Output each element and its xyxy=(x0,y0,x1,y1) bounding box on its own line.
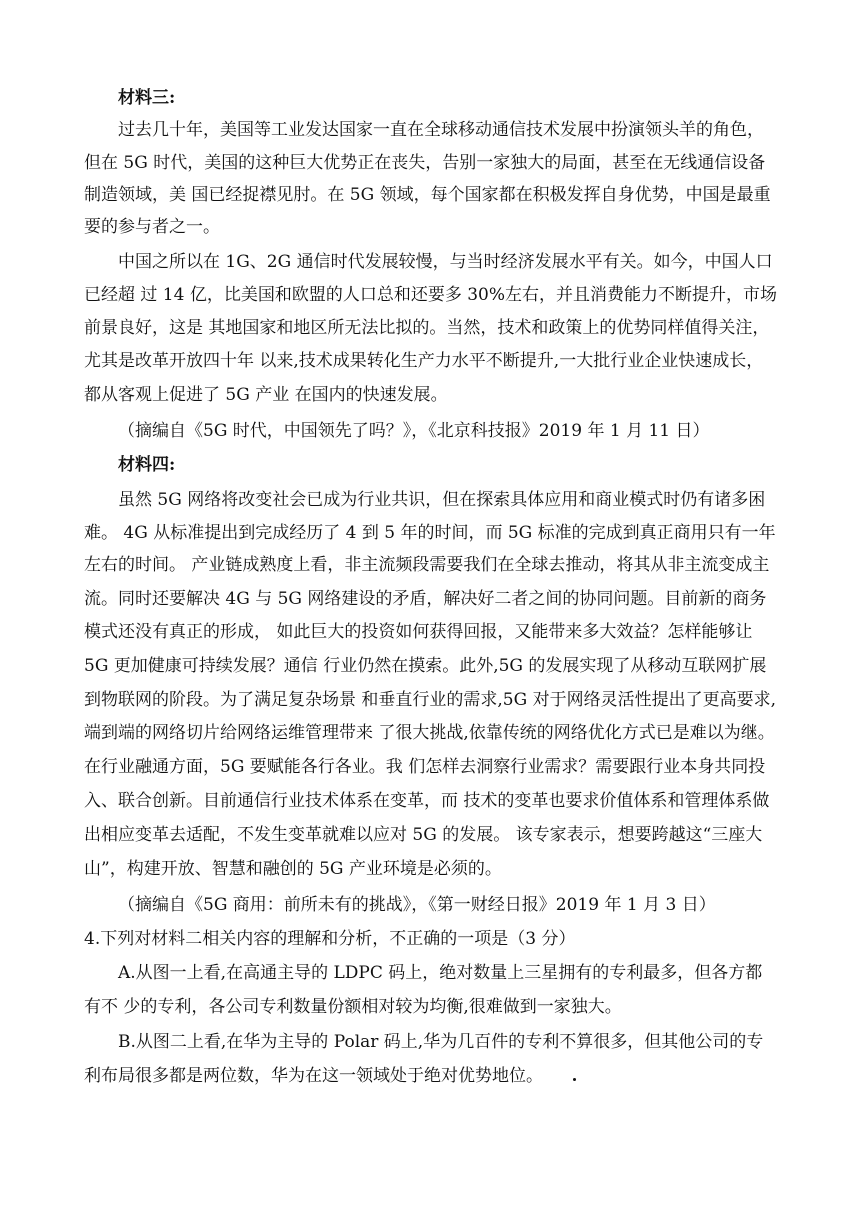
material-4-line4: 流。同时还要解决 4G 与 5G 网络建设的矛盾，解决好二者之间的协同问题。目前新的商务 xyxy=(84,589,767,609)
option-a-line2: 有不 少的专利，各公司专利数量份额相对较为均衡,很难做到一家独大。 xyxy=(84,997,622,1017)
material-4-heading: 材料四: xyxy=(118,455,176,475)
material-3-para2-line1: 中国之所以在 1G、2G 通信时代发展较慢，与当时经济发展水平有关。如今，中国人口 xyxy=(118,252,773,272)
material-4-line5: 模式还没有真正的形成， 如此巨大的投资如何获得回报，又能带来多大效益？怎样能够让 xyxy=(84,622,753,642)
material-3-heading: 材料三: xyxy=(118,88,176,108)
material-4-line10: 入、联合创新。目前通信行业技术体系在变革，而 技术的变革也要求价值体系和管理体系做 xyxy=(84,791,770,811)
material-3-para1-line3: 制造领域，美 国已经捉襟见肘。在 5G 领域，每个国家都在积极发挥自身优势，中国是最重 xyxy=(84,185,771,205)
question-4-stem: 4.下列对材料二相关内容的理解和分析，不正确的一项是（3 分） xyxy=(84,929,576,949)
option-a-line1: A.从图一上看,在高通主导的 LDPC 码上，绝对数量上三星拥有的专利最多，但各方都 xyxy=(118,963,763,983)
material-3-para1-line1: 过去几十年，美国等工业发达国家一直在全球移动通信技术发展中扮演领头羊的角色， xyxy=(118,120,764,140)
material-4-line1: 虽然 5G 网络将改变社会已成为行业共识，但在探索具体应用和商业模式时仍有诸多困 xyxy=(118,490,766,510)
material-4-line7: 到物联网的阶段。为了满足复杂场景 和垂直行业的需求,5G 对于网络灵活性提出了更高要求, xyxy=(84,690,777,710)
material-3-para1-line4: 要的参与者之一。 xyxy=(84,217,220,237)
material-4-source: （摘编自《5G 商用：前所未有的挑战》，《第一财经日报》2019 年 1 月 3 日） xyxy=(118,895,716,915)
option-b-line2: 利布局很多都是两位数，华为在这一领域处于绝对优势地位。 xyxy=(84,1066,543,1086)
material-4-line3: 左右的时间。 产业链成熟度上看，非主流频段需要我们在全球去推动，将其从非主流变成主 xyxy=(84,555,770,575)
material-3-source: （摘编自《5G 时代，中国领先了吗？》，《北京科技报》2019 年 1 月 11 日） xyxy=(118,421,710,441)
option-b-line1: B.从图二上看,在华为主导的 Polar 码上,华为几百件的专利不算很多，但其他公司的专 xyxy=(118,1032,764,1052)
material-3-para2-line5: 都从客观上促进了 5G 产业 在国内的快速发展。 xyxy=(84,385,448,405)
material-4-line8: 端到端的网络切片给网络运维管理带来 了很大挑战,依靠传统的网络优化方式已是难以为继。 xyxy=(84,723,775,743)
material-3-para2-line2: 已经超 过 14 亿，比美国和欧盟的人口总和还要多 30%左右，并且消费能力不断提升，市场 xyxy=(84,285,778,305)
material-4-line6: 5G 更加健康可持续发展？通信 行业仍然在摸索。此外,5G 的发展实现了从移动互联网扩展 xyxy=(84,656,767,676)
material-4-line9: 在行业融通方面，5G 要赋能各行各业。我 们怎样去洞察行业需求？需要跟行业本身共同投 xyxy=(84,757,766,777)
material-3-para2-line4: 尤其是改革开放四十年 以来,技术成果转化生产力水平不断提升,一大批行业企业快速成长， xyxy=(84,351,764,371)
material-3-para2-line3: 前景良好，这是 其地国家和地区所无法比拟的。当然，技术和政策上的优势同样值得关注， xyxy=(84,318,770,338)
material-3-para1-line2: 但在 5G 时代，美国的这种巨大优势正在丧失，告别一家独大的局面，甚至在无线通信设备 xyxy=(84,153,766,173)
material-4-line11: 出相应变革去适配，不发生变革就难以应对 5G 的发展。 该专家表示，想要跨越这“三座大 xyxy=(84,825,763,845)
material-4-line2: 难。 4G 从标准提出到完成经历了 4 到 5 年的时间，而 5G 标准的完成到真正商用只有一年 xyxy=(84,523,776,543)
stray-dot-mark xyxy=(573,1078,576,1081)
material-4-line12: 山”，构建开放、智慧和融创的 5G 产业环境是必须的。 xyxy=(84,859,502,879)
